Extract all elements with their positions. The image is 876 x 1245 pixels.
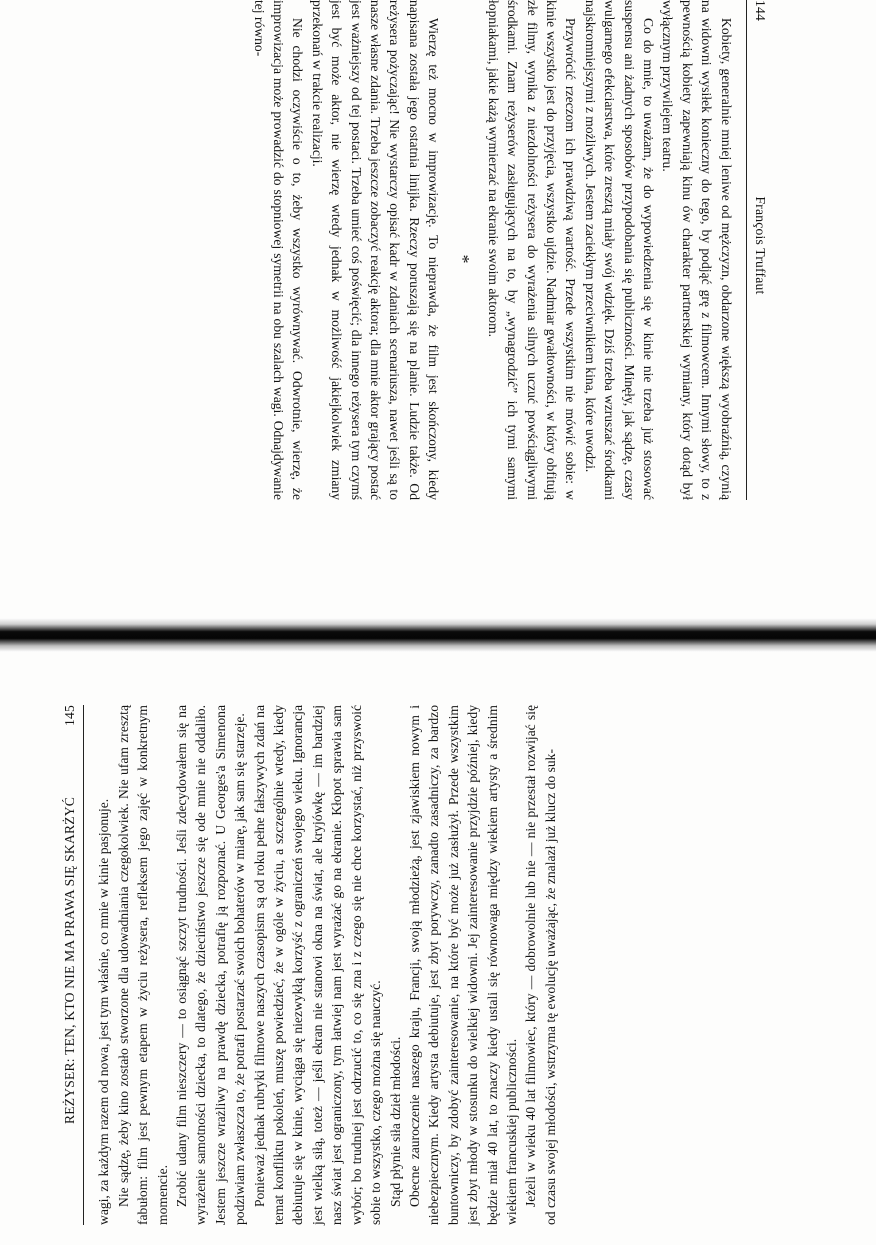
running-head xyxy=(746,0,770,500)
page-number: 144 xyxy=(753,0,768,21)
paragraph: Nie sądzę, żeby kino zostało stworzone dla udowadniania czegokolwiek. Nie ufam zresztą fabułom: film jest pewnym etapem w życiu reżysera, refleksem jego zajęć w konkretnym momencie. xyxy=(115,705,170,1225)
paragraph: wagi, za każdym razem od nowa, jest tym właśnie, co mnie w kinie pasjonuje. xyxy=(96,798,112,1225)
paragraph: Obecne zauroczenie naszego kraju, Francji, swoją młodzieżą, jest zjawiskiem nowym i niebezpiecznym. Kiedy artysta debiutuje, jest zbyt porywczy, zanadto zasadniczy, za bardzo buntowniczy, by zdobyć zainteresowanie, na które być może już zasłużył. Przede wszystkim jest zbyt młody w stosunku do wielkiej widowni. Jej zainteresowanie przyjdzie później, kiedy będzie miał 40 lat, to znaczy kiedy ustali się równowaga między wiekiem artysty a średnim wiekiem francuskiej publiczności. xyxy=(406,705,519,1225)
running-head-title: François Truffaut xyxy=(753,196,768,295)
paragraph: Jeżeli w wieku 40 lat filmowiec, który — dobrowolnie lub nie — nie przestał rozwijać się od czasu swojej młodości, wstrzyma tę ewolucję uważając, że znalazł już klucz do suk- xyxy=(523,705,558,1225)
paragraph: Przywrócić rzeczom ich prawdziwą wartość. Przede wszystkim nie mówić sobie: w kinie wszystko jest do przyjęcia, wszystko ujdzie. Nadmiar gwałtowności, w który obfitują złe filmy, wynika z niezdolności reżysera do wyrażenia silnych uczuć powściągliwymi środkami. Znam reżyserów zasługujących na to, by „wynagrodzić” ich tymi samymi łopniakami, jakie każą wymierzać na ekranie swoim aktorom. xyxy=(485,0,579,500)
page-number: 145 xyxy=(62,705,77,726)
paragraph: Nie chodzi oczywiście o to, żeby wszystko wyrównywać. Odwrotnie, wierzę, że improwizacja może prowadzić do stopniowej symetrii na obu szalach wagi. Odnajdywanie tej równo- xyxy=(251,0,306,500)
paragraph: Ponieważ jednak rubryki filmowe naszych czasopism są od roku pełne fałszywych zdań na temat konfliktu pokoleń, muszę powiedzieć, że w ogóle w życiu, a szczególnie wtedy, kiedy debiutuje się w kinie, wyciąga się niezwykłą korzyść z ograniczeń swojego wieku. Ignorancja jest wielką siłą, toteż — jeśli ekran nie stanowi okna na świat, ale kryjówkę — im bardziej nasz świat jest ograniczony, tym łatwiej nam jest wyrażać go na ekranie. Kłopot sprawia sam wybór; bo trudniej jest odrzucić to, co się zna i z czego się nie chce korzystać, niż przyswoić sobie to wszystko, czego można się nauczyć. xyxy=(251,705,384,1225)
running-head xyxy=(60,705,84,1225)
right-page xyxy=(60,705,790,1225)
left-page xyxy=(251,0,770,500)
section-separator: * xyxy=(453,254,474,264)
book-spine-shadow xyxy=(0,618,876,652)
paragraph: Kobiety, generalnie mniej leniwe od mężczyzn, obdarzone większą wyobraźnią, czynią na widowni wysiłek konieczny do tego, by podjąć grę z filmowcem. Innymi słowy, to z pewnością kobiety zapewniają kinu ów charakter partnerskiej wymiany, który dotąd był wyłącznym przywilejem teatru. xyxy=(660,0,734,500)
paragraph: Stąd płynie siła dzieł młodości. xyxy=(387,1036,403,1207)
paragraph: Co do mnie, to uważam, że do wypowiedzenia się w kinie nie trzeba już stosować suspensu ani żadnych sposobów przypodobania się publiczności. Minęły, jak sądzę, czasy wulgarnego efekciarstwa, które zresztą miały swój wdzięk. Dziś trzeba wzruszać środkami najskromniejszymi z możliwych. Jestem zaciekłym przeciwnikiem kina, które uwodzi. xyxy=(582,0,656,500)
paragraph: Zrobić udany film nieszczery — to osiągnąć szczyt trudności. Jeśli zdecydowałem się na wyrażenie samotności dziecka, to dlatego, że dzieciństwo jeszcze się ode mnie nie oddaliło. Jestem jeszcze wrażliwy na prawdę dziecka, potrafię ją rozpoznać. U Georges'a Simenona podziwiam zwłaszcza to, że potrafi postarzać swoich bohaterów w miarę, jak sam się starzeje. xyxy=(174,705,248,1225)
running-head-title: REŻYSER: TEN, KTO NIE MA PRAWA SIĘ SKARŻYĆ xyxy=(62,796,77,1125)
paragraph: Wierzę też mocno w improwizację. To nieprawda, że film jest skończony, kiedy napisana została jego ostatnia linijka. Rzeczy poruszają się na planie. Ludzie także. Od reżysera pożyczając! Nie wystarczy opisać kadr w zdaniach scenariusza, nawet jeśli są to nasze własne zdania. Trzeba jeszcze zobaczyć reakcję aktora; dla mnie aktor grający postać jest ważniejszy od tej postaci. Trzeba umieć coś poświęcić; dla innego reżysera tym czymś jest być może aktor, nie wierzę wtedy jednak w możliwość jakiejkolwiek zmiany przekonań w trakcie realizacji. xyxy=(309,0,442,500)
